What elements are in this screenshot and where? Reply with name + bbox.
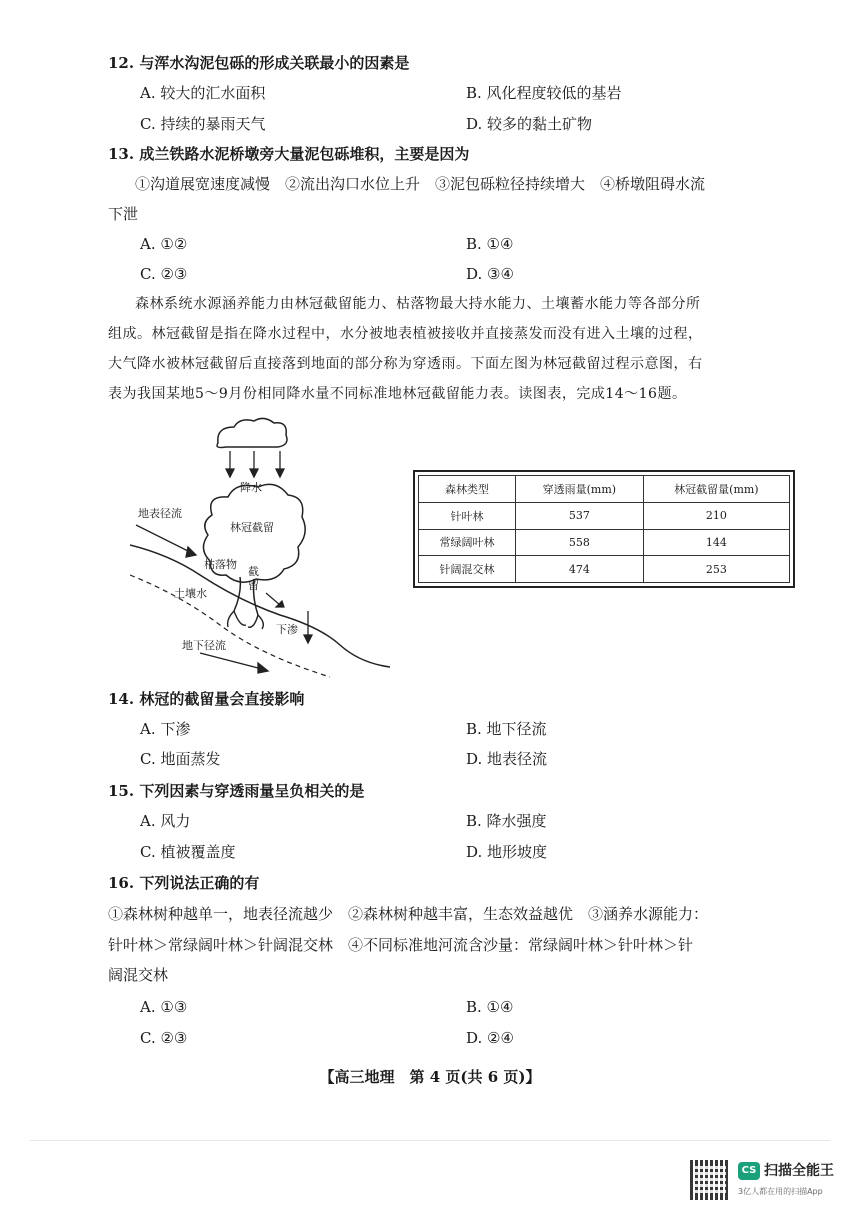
scanner-app-name: 扫描全能王 [764,1163,834,1179]
table-header-row [419,476,790,503]
q14-option-d: D. 地表径流 [466,750,548,768]
canopy-interception-diagram [130,415,400,680]
label-canopy: 林冠截留 [230,521,274,534]
scanner-watermark [690,1160,850,1206]
interception-table-frame [413,470,795,588]
q16-option-b: B. ①④ [466,998,514,1016]
q16-items-line2: 针叶林＞常绿阔叶林＞针阔混交林 ④不同标准地河流含沙量：常绿阔叶林＞针叶林＞针 [108,936,694,954]
table-cell: 253 [643,556,789,583]
camscanner-logo: CS [738,1162,760,1180]
label-soil-water: 土壤水 [174,587,207,600]
table-cell: 210 [643,502,789,529]
question-14-stem: 14. 林冠的截留量会直接影响 [108,690,305,708]
table-cell: 537 [515,502,643,529]
table-row [419,502,790,529]
passage-line4: 表为我国某地5～9月份相同降水量不同标准地林冠截留能力表。读图表，完成14～16题。 [108,386,687,402]
question-15-stem: 15. 下列因素与穿透雨量呈负相关的是 [108,782,365,800]
passage-line3: 大气降水被林冠截留后直接落到地面的部分称为穿透雨。下面左图为林冠截留过程示意图，右 [108,356,703,372]
q13-option-c: C. ②③ [140,265,188,283]
table-cell: 144 [643,529,789,556]
table-row [419,556,790,583]
q15-option-c: C. 植被覆盖度 [140,843,236,861]
label-groundwater: 地下径流 [182,639,226,652]
q16-items-line3: 阔混交林 [108,966,169,984]
q13-option-d: D. ③④ [466,265,514,283]
page-footer: 【高三地理 第 4 页(共 6 页)】 [319,1068,541,1086]
q16-items-line1: ①森林树种越单一，地表径流越少 ②森林树种越丰富，生态效益越优 ③涵养水源能力： [108,905,709,923]
label-intercept: 截留 [248,565,259,592]
table-header: 森林类型 [419,476,516,503]
q15-option-d: D. 地形坡度 [466,843,548,861]
table-cell: 常绿阔叶林 [419,529,516,556]
q15-option-a: A. 风力 [140,812,191,830]
q15-option-b: B. 降水强度 [466,812,547,830]
q12-option-c: C. 持续的暴雨天气 [140,115,266,133]
q14-option-a: A. 下渗 [140,720,191,738]
q16-option-a: A. ①③ [140,998,188,1016]
surface-runoff-arrow [136,525,196,557]
rain-arrows [226,451,284,477]
q14-option-b: B. 地下径流 [466,720,547,738]
table-row [419,529,790,556]
q13-items-line1: ①沟道展宽速度减慢 ②流出沟口水位上升 ③泥包砾粒径持续增大 ④桥墩阻碍水流 [135,175,706,193]
cloud-icon [217,418,287,447]
q13-option-b: B. ①④ [466,235,514,253]
label-litter: 枯落物 [204,558,237,571]
scanner-tagline: 3亿人都在用的扫描App [738,1187,823,1196]
table-cell: 针叶林 [419,502,516,529]
table-cell: 558 [515,529,643,556]
q12-option-b: B. 风化程度较低的基岩 [466,84,622,102]
table-header: 林冠截留量(mm) [643,476,789,503]
interception-table [418,475,790,583]
table-header: 穿透雨量(mm) [515,476,643,503]
q12-option-d: D. 较多的黏土矿物 [466,115,593,133]
label-infiltration: 下渗 [276,623,298,636]
intercept-arrow [266,593,284,607]
table-cell: 针阔混交林 [419,556,516,583]
ground-surface [130,545,390,667]
page-divider [30,1140,830,1141]
q13-option-a: A. ①② [140,235,188,253]
q13-items-line2: 下泄 [108,205,139,223]
diagram-drawing [130,415,400,680]
table-cell: 474 [515,556,643,583]
passage-line2: 组成。林冠截留是指在降水过程中，水分被地表植被接收并直接蒸发而没有进入土壤的过程， [108,326,703,342]
question-16-stem: 16. 下列说法正确的有 [108,874,260,892]
label-surface-runoff: 地表径流 [138,507,182,520]
question-12-stem: 12. 与浑水沟泥包砾的形成关联最小的因素是 [108,54,410,72]
label-precip: 降水 [240,481,262,494]
q12-option-a: A. 较大的汇水面积 [140,84,266,102]
q14-option-c: C. 地面蒸发 [140,750,221,768]
subsurface-line [130,575,330,677]
groundwater-arrow [200,653,268,673]
q16-option-d: D. ②④ [466,1029,514,1047]
question-13-stem: 13. 成兰铁路水泥桥墩旁大量泥包砾堆积，主要是因为 [108,145,470,163]
passage-line1: 森林系统水源涵养能力由林冠截留能力、枯落物最大持水能力、土壤蓄水能力等各部分所 [135,296,701,312]
q16-option-c: C. ②③ [140,1029,188,1047]
qr-code-icon [690,1160,730,1200]
